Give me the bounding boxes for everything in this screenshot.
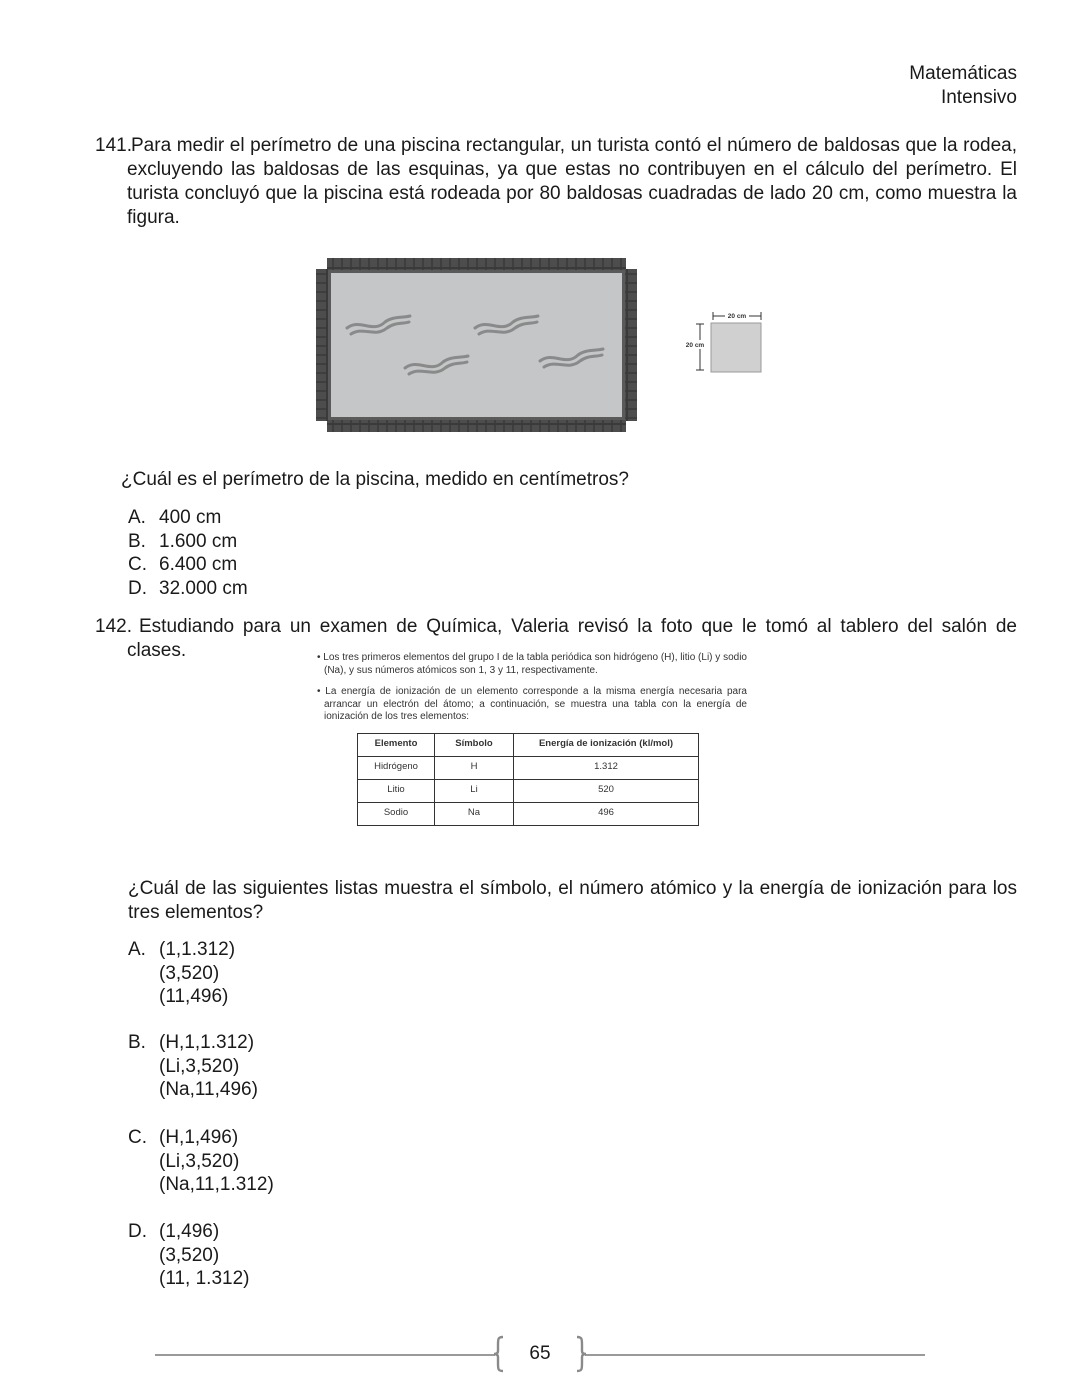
pool-tiles-top xyxy=(327,258,626,270)
option-142-d[interactable] xyxy=(128,1220,249,1291)
table-header-row xyxy=(358,733,699,756)
question-142-body: Estudiando para un examen de Química, Valeria revisó la foto que le tomó al tablero del salón de clases. xyxy=(127,616,1017,661)
option-line: (Na,11,496) xyxy=(159,1079,258,1100)
question-142-number: 142. xyxy=(95,616,132,637)
option-line: (1,496) xyxy=(159,1221,220,1242)
tile-width-label: 20 cm xyxy=(727,313,747,320)
header-course: Intensivo xyxy=(940,87,1017,108)
pool-diagram xyxy=(315,256,775,436)
option-line: (3,520) xyxy=(159,1244,220,1266)
page-number: 65 xyxy=(529,1343,551,1364)
option-141-a[interactable] xyxy=(128,506,248,530)
option-142-c[interactable] xyxy=(128,1126,274,1197)
option-letter: A. xyxy=(128,939,146,960)
option-141-d[interactable] xyxy=(128,577,248,601)
pool-figure xyxy=(315,256,775,441)
option-141-b[interactable] xyxy=(128,530,248,554)
board-bullet-2: • La energía de ionización de un elemento corresponde a la misma energía necesaria para arrancar un electrón del átomo; a continuación, se muestra una tabla con la energía de ionización de los tres elementos: xyxy=(317,686,747,722)
option-141-c[interactable] xyxy=(128,553,248,577)
option-letter: A. xyxy=(128,507,146,528)
table-cell: Li xyxy=(435,779,514,802)
table-cell: Sodio xyxy=(358,802,435,825)
option-letter: C. xyxy=(128,1127,147,1148)
table-cell: 520 xyxy=(514,779,699,802)
option-text: 400 cm xyxy=(159,507,222,528)
question-141-prompt: ¿Cuál es el perímetro de la piscina, medido en centímetros? xyxy=(121,469,629,490)
page-header xyxy=(909,62,1017,110)
pool-water xyxy=(331,273,622,417)
table-cell: Na xyxy=(435,802,514,825)
table-header: Energía de ionización (kl/mol) xyxy=(514,733,699,756)
option-line: (H,1,1.312) xyxy=(159,1032,255,1053)
footer-rule-left xyxy=(155,1354,495,1356)
option-line: (11,496) xyxy=(159,986,229,1007)
table-cell: 1.312 xyxy=(514,756,699,779)
option-line: (Li,3,520) xyxy=(159,1055,240,1077)
blackboard-photo xyxy=(315,652,747,826)
option-text: 1.600 cm xyxy=(159,530,238,552)
question-142-prompt: ¿Cuál de las siguientes listas muestra el símbolo, el número atómico y la energía de ionización para los tres elementos? xyxy=(128,878,1017,923)
question-141-body: Para medir el perímetro de una piscina rectangular, un turista contó el número de baldosas que la rodea, excluyendo las baldosas de las esquinas, ya que estas no contribuyen en el cálculo del perímetro. El turista concluyó que la piscina está rodeada por 80 baldosas cuadradas de lado 20 cm, como muestra la figura. xyxy=(127,135,1017,228)
tile-detail xyxy=(683,311,761,372)
option-letter: D. xyxy=(128,1221,147,1242)
table-cell: 496 xyxy=(514,802,699,825)
table-row xyxy=(358,779,699,802)
table-header: Elemento xyxy=(358,733,435,756)
option-letter: B. xyxy=(128,1032,146,1053)
tile-height-label: 20 cm xyxy=(685,342,705,349)
question-141-options xyxy=(128,506,248,600)
pool-tiles-bottom xyxy=(327,420,626,432)
option-line: (Li,3,520) xyxy=(159,1150,240,1172)
option-letter: D. xyxy=(128,577,147,599)
question-141-number: 141. xyxy=(95,135,132,156)
header-subject: Matemáticas xyxy=(909,63,1017,84)
table-row xyxy=(358,756,699,779)
question-141-text xyxy=(95,134,1017,230)
option-line: (3,520) xyxy=(159,962,220,984)
option-line: (1,1.312) xyxy=(159,939,236,960)
table-row xyxy=(358,802,699,825)
option-142-b[interactable] xyxy=(128,1031,258,1102)
page-footer xyxy=(155,1335,925,1373)
option-line: (H,1,496) xyxy=(159,1127,239,1148)
option-line: (Na,11,1.312) xyxy=(159,1174,274,1195)
pool-tiles-right xyxy=(625,269,637,421)
question-141 xyxy=(95,134,1017,230)
option-line: (11, 1.312) xyxy=(159,1268,250,1289)
option-text: 6.400 cm xyxy=(159,554,238,575)
option-letter: C. xyxy=(128,554,147,575)
option-text: 32.000 cm xyxy=(159,577,248,599)
board-bullet-1: • Los tres primeros elementos del grupo I de la tabla periódica son hidrógeno (H), litio (Li) y sodio (Na), y sus números atómicos son 1, 3 y 11, respectivamente. xyxy=(317,652,747,676)
option-142-a[interactable] xyxy=(128,938,235,1009)
table-header: Símbolo xyxy=(435,733,514,756)
single-tile xyxy=(711,323,761,372)
table-cell: H xyxy=(435,756,514,779)
ionization-table xyxy=(357,733,699,826)
table-cell: Litio xyxy=(358,779,435,802)
table-cell: Hidrógeno xyxy=(358,756,435,779)
pool-tiles-left xyxy=(316,269,328,421)
footer-rule-right xyxy=(585,1354,925,1356)
option-letter: B. xyxy=(128,530,146,552)
